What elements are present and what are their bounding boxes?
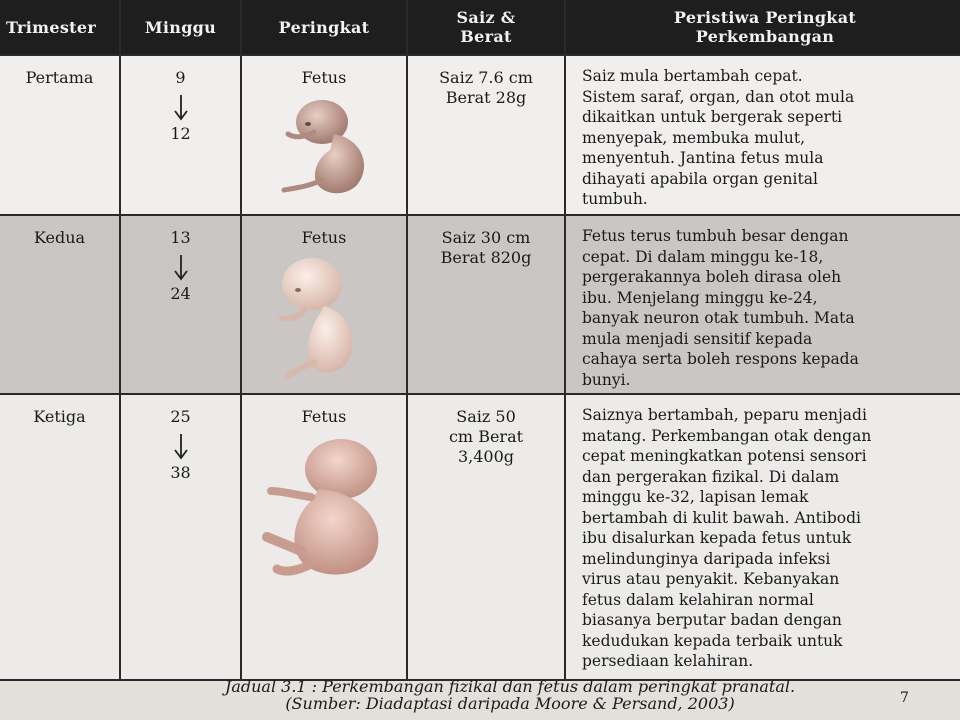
size-weight-cell xyxy=(407,215,565,394)
table-row xyxy=(0,55,960,215)
trimester-cell xyxy=(0,394,120,680)
trimester-label: Kedua xyxy=(33,228,86,247)
week-cell xyxy=(120,55,241,215)
events-cell xyxy=(565,394,960,680)
week-cell xyxy=(120,215,241,394)
table-row xyxy=(0,394,960,680)
size-weight-cell xyxy=(407,55,565,215)
trimester-cell xyxy=(0,215,120,394)
size-weight-text: Saiz 50 cm Berat 3,400g xyxy=(448,407,524,466)
trimester-label: Pertama xyxy=(25,68,94,87)
header-trimester: Trimester xyxy=(0,0,120,55)
events-text: Saiznya bertambah, peparu menjadi matang. Perkembangan otak dengan cepat meningkatkan potensi sensori dan pergerakan fizikal. Di dalam minggu ke-32, lapisan lemak bertambah di kulit bawah. Antibodi ibu disalurkan kepada fetus untuk melindunginya daripada infeksi virus atau penyakit. Kebanyakan fetus dalam kelahiran normal biasanya berputar badan dengan kedudukan kepada terbaik untuk persediaan kelahiran. xyxy=(582,406,872,670)
size-weight-cell xyxy=(407,394,565,680)
size-weight-text: Saiz 7.6 cm Berat 28g xyxy=(439,68,533,107)
table-caption xyxy=(130,678,890,712)
week-start: 13 xyxy=(170,228,191,247)
down-arrow-icon xyxy=(171,94,191,122)
stage-cell xyxy=(241,394,407,680)
size-weight-text: Saiz 30 cm Berat 820g xyxy=(440,228,532,267)
stage-label: Fetus xyxy=(301,228,347,247)
week-end: 38 xyxy=(170,463,191,482)
down-arrow-icon xyxy=(171,254,191,282)
trimester-label: Ketiga xyxy=(33,407,86,426)
table-row xyxy=(0,215,960,394)
fetus-third-trimester-image xyxy=(249,433,399,583)
week-end: 12 xyxy=(170,124,191,143)
stage-cell xyxy=(241,55,407,215)
caption-title: Jadual 3.1 : Perkembangan fizikal dan fetus dalam peringkat pranatal. xyxy=(224,677,796,696)
header-saiz-berat: Saiz & Berat xyxy=(407,0,565,55)
caption-source: (Sumber: Diadaptasi daripada Moore & Persand, 2003) xyxy=(285,694,735,713)
week-end: 24 xyxy=(170,284,191,303)
week-cell xyxy=(120,394,241,680)
down-arrow-icon xyxy=(171,433,191,461)
trimester-cell xyxy=(0,55,120,215)
events-text: Fetus terus tumbuh besar dengan cepat. Di dalam minggu ke-18, pergerakannya boleh dirasa oleh ibu. Menjelang minggu ke-24, banyak neuron otak tumbuh. Mata mula menjadi sensitif kepada cahaya serta boleh respons kepada bunyi. xyxy=(582,227,859,389)
events-cell xyxy=(565,55,960,215)
table-header-row xyxy=(0,0,960,55)
page-number: 7 xyxy=(900,690,909,706)
fetus-first-trimester-image xyxy=(264,94,384,204)
week-start: 9 xyxy=(175,68,186,87)
header-minggu: Minggu xyxy=(120,0,241,55)
header-peringkat: Peringkat xyxy=(241,0,407,55)
header-peristiwa: Peristiwa Peringkat Perkembangan xyxy=(565,0,960,55)
week-start: 25 xyxy=(170,407,191,426)
events-text: Saiz mula bertambah cepat. Sistem saraf, organ, dan otot mula dikaitkan untuk bergerak seperti menyepak, membuka mulut, menyentuh. Jantina fetus mula dihayati apabila organ genital tumbuh. xyxy=(582,67,855,208)
stage-label: Fetus xyxy=(301,68,347,87)
stage-cell xyxy=(241,215,407,394)
events-cell xyxy=(565,215,960,394)
fetus-second-trimester-image xyxy=(264,254,384,384)
stage-label: Fetus xyxy=(301,407,347,426)
